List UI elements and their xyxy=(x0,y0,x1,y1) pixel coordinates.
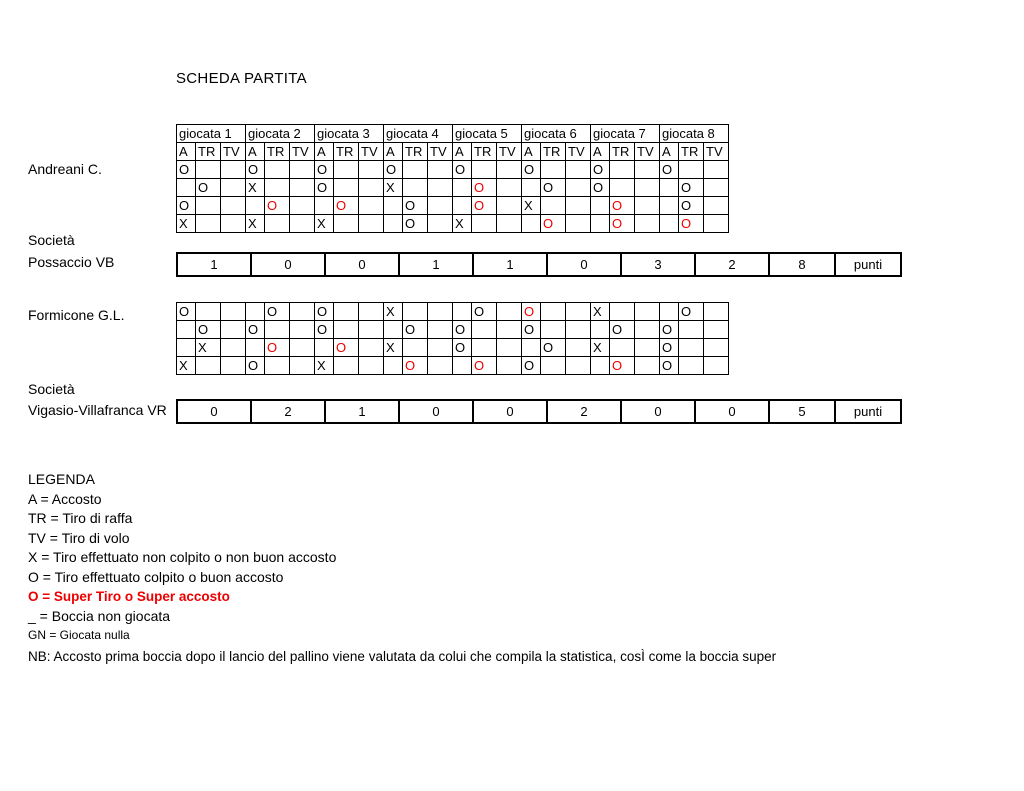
grid-cell[interactable] xyxy=(290,339,315,357)
score-cell-3: 0 xyxy=(325,253,399,276)
grid-cell[interactable] xyxy=(428,357,453,375)
grid-cell[interactable]: O xyxy=(472,303,497,321)
grid-cell[interactable]: O xyxy=(334,339,359,357)
legend-line-tr: TR = Tiro di raffa xyxy=(28,510,133,526)
grid-cell[interactable]: O xyxy=(246,321,265,339)
player-1-society-label: Società xyxy=(28,232,75,248)
grid-cell[interactable] xyxy=(704,339,729,357)
score-cell-7: 0 xyxy=(621,400,695,423)
grid-cell[interactable] xyxy=(704,303,729,321)
sub-header-a: A xyxy=(591,143,610,161)
score-punti-label: punti xyxy=(835,400,901,423)
grid-cell[interactable] xyxy=(359,303,384,321)
legend-line-super: O = Super Tiro o Super accosto xyxy=(28,589,230,604)
table-row xyxy=(177,215,729,233)
grid-cell[interactable] xyxy=(265,179,290,197)
grid-cell[interactable] xyxy=(591,215,610,233)
grid-cell[interactable] xyxy=(541,161,566,179)
grid-cell[interactable] xyxy=(635,357,660,375)
grid-cell[interactable]: X xyxy=(177,357,196,375)
table-row xyxy=(177,339,729,357)
table-row xyxy=(177,400,901,423)
grid-cell[interactable] xyxy=(566,179,591,197)
grid-cell[interactable] xyxy=(428,179,453,197)
grid-cell[interactable] xyxy=(265,321,290,339)
grid-cell[interactable] xyxy=(359,321,384,339)
grid-cell[interactable] xyxy=(635,197,660,215)
grid-cell[interactable]: O xyxy=(679,197,704,215)
grid-cell[interactable]: O xyxy=(265,197,290,215)
grid-cell[interactable]: O xyxy=(522,161,541,179)
grid-cell[interactable]: O xyxy=(591,179,610,197)
grid-cell[interactable] xyxy=(334,357,359,375)
grid-cell[interactable] xyxy=(635,161,660,179)
score-cell-6: 0 xyxy=(547,253,621,276)
grid-cell[interactable] xyxy=(384,321,403,339)
grid-cell[interactable] xyxy=(566,321,591,339)
player-2-grid-wrapper xyxy=(176,302,729,375)
sub-header-tv: TV xyxy=(359,143,384,161)
grid-cell[interactable] xyxy=(221,339,246,357)
grid-cell[interactable] xyxy=(428,339,453,357)
legend-line-tv: TV = Tiro di volo xyxy=(28,529,130,546)
grid-cell[interactable] xyxy=(541,303,566,321)
sub-header-tv: TV xyxy=(221,143,246,161)
grid-cell[interactable] xyxy=(635,303,660,321)
grid-cell[interactable] xyxy=(359,215,384,233)
score-total: 5 xyxy=(769,400,835,423)
grid-cell[interactable] xyxy=(635,321,660,339)
game-header-2: giocata 2 xyxy=(246,125,315,143)
grid-cell[interactable] xyxy=(428,197,453,215)
grid-cell[interactable] xyxy=(315,197,334,215)
sub-header-tr: TR xyxy=(334,143,359,161)
legend-line-x: X = Tiro effettuato non colpito o non buon accosto xyxy=(28,549,337,565)
grid-cell[interactable] xyxy=(428,321,453,339)
game-header-4: giocata 4 xyxy=(384,125,453,143)
grid-cell[interactable] xyxy=(566,303,591,321)
sub-header-a: A xyxy=(522,143,541,161)
legend-line-o: O = Tiro effettuato colpito o buon accosto xyxy=(28,568,284,585)
grid-cell[interactable] xyxy=(359,197,384,215)
grid-cell[interactable]: X xyxy=(315,357,334,375)
legend xyxy=(28,470,776,666)
grid-cell[interactable]: X xyxy=(246,179,265,197)
grid-cell[interactable]: O xyxy=(196,321,221,339)
grid-cell[interactable] xyxy=(290,357,315,375)
table-row xyxy=(177,179,729,197)
table-row xyxy=(177,357,729,375)
grid-cell[interactable] xyxy=(472,161,497,179)
grid-cell[interactable] xyxy=(704,161,729,179)
grid-cell[interactable]: X xyxy=(453,215,472,233)
grid-cell[interactable] xyxy=(610,339,635,357)
game-header-7: giocata 7 xyxy=(591,125,660,143)
grid-cell[interactable] xyxy=(497,215,522,233)
grid-cell[interactable] xyxy=(428,215,453,233)
grid-cell[interactable] xyxy=(660,197,679,215)
grid-cell[interactable] xyxy=(679,339,704,357)
grid-cell[interactable] xyxy=(635,215,660,233)
grid-cell[interactable] xyxy=(290,161,315,179)
table-row xyxy=(177,197,729,215)
grid-cell[interactable]: O xyxy=(265,339,290,357)
grid-cell[interactable]: X xyxy=(591,303,610,321)
grid-cell[interactable] xyxy=(403,339,428,357)
grid-cell[interactable] xyxy=(246,303,265,321)
game-header-5: giocata 5 xyxy=(453,125,522,143)
score-cell-7: 3 xyxy=(621,253,695,276)
grid-cell[interactable]: O xyxy=(679,179,704,197)
sub-header-tr: TR xyxy=(541,143,566,161)
grid-cell[interactable]: O xyxy=(541,339,566,357)
grid-cell[interactable] xyxy=(196,197,221,215)
grid-cell[interactable] xyxy=(265,215,290,233)
player-1-score-wrapper xyxy=(176,252,902,277)
score-cell-3: 1 xyxy=(325,400,399,423)
grid-cell[interactable] xyxy=(384,215,403,233)
grid-cell[interactable]: O xyxy=(472,179,497,197)
player-2-score-strip xyxy=(176,399,902,424)
table-row xyxy=(177,161,729,179)
grid-cell[interactable]: O xyxy=(522,357,541,375)
grid-cell[interactable] xyxy=(453,357,472,375)
sub-header-a: A xyxy=(453,143,472,161)
grid-cell[interactable]: O xyxy=(315,303,334,321)
grid-cell[interactable] xyxy=(679,357,704,375)
score-cell-4: 1 xyxy=(399,253,473,276)
grid-cell[interactable] xyxy=(334,215,359,233)
grid-cell[interactable]: O xyxy=(660,321,679,339)
legend-note-nb: NB: Accosto prima boccia dopo il lancio del pallino viene valutata da colui che compila la statistica, cosÌ come la boccia super xyxy=(28,648,777,664)
grid-cell[interactable] xyxy=(704,357,729,375)
grid-cell[interactable] xyxy=(453,303,472,321)
grid-cell[interactable] xyxy=(453,179,472,197)
grid-cell[interactable]: X xyxy=(591,339,610,357)
player-1-society: Possaccio VB xyxy=(28,254,115,270)
grid-cell[interactable]: O xyxy=(196,179,221,197)
page-title: SCHEDA PARTITA xyxy=(176,70,307,87)
grid-cell[interactable] xyxy=(334,303,359,321)
grid-cell[interactable]: O xyxy=(660,339,679,357)
grid-cell[interactable] xyxy=(428,161,453,179)
grid-cell[interactable] xyxy=(610,303,635,321)
grid-cell[interactable] xyxy=(221,197,246,215)
sub-header-tv: TV xyxy=(428,143,453,161)
grid-cell[interactable]: O xyxy=(265,303,290,321)
grid-cell[interactable] xyxy=(453,197,472,215)
grid-cell[interactable]: O xyxy=(660,161,679,179)
grid-cell[interactable] xyxy=(359,339,384,357)
grid-cell[interactable]: O xyxy=(403,321,428,339)
grid-cell[interactable] xyxy=(384,197,403,215)
player-1-score-strip xyxy=(176,252,902,277)
grid-cell[interactable] xyxy=(196,303,221,321)
grid-cell[interactable] xyxy=(177,179,196,197)
sub-header-tr: TR xyxy=(196,143,221,161)
grid-cell[interactable] xyxy=(290,179,315,197)
grid-cell[interactable]: O xyxy=(177,303,196,321)
grid-cell[interactable] xyxy=(359,357,384,375)
grid-cell[interactable] xyxy=(591,321,610,339)
sub-header-a: A xyxy=(384,143,403,161)
grid-cell[interactable] xyxy=(591,357,610,375)
grid-cell[interactable]: X xyxy=(384,179,403,197)
grid-cell[interactable] xyxy=(679,161,704,179)
grid-cell[interactable]: X xyxy=(384,303,403,321)
grid-cell[interactable] xyxy=(497,357,522,375)
legend-line-not-played: _ = Boccia non giocata xyxy=(28,607,171,624)
grid-cell[interactable] xyxy=(660,215,679,233)
grid-cell[interactable] xyxy=(472,321,497,339)
grid-cell[interactable]: O xyxy=(541,215,566,233)
grid-cell[interactable] xyxy=(334,179,359,197)
legend-line-gn: GN = Giocata nulla xyxy=(28,628,130,642)
grid-cell[interactable]: O xyxy=(315,179,334,197)
grid-cell[interactable] xyxy=(541,357,566,375)
sub-header-a: A xyxy=(177,143,196,161)
grid-cell[interactable]: O xyxy=(177,197,196,215)
score-cell-5: 1 xyxy=(473,253,547,276)
grid-cell[interactable] xyxy=(566,197,591,215)
sub-header-tr: TR xyxy=(610,143,635,161)
grid-cell[interactable] xyxy=(315,339,334,357)
grid-cell[interactable] xyxy=(246,197,265,215)
player-1-game-header-row xyxy=(177,125,729,143)
grid-cell[interactable] xyxy=(265,161,290,179)
grid-cell[interactable]: O xyxy=(679,215,704,233)
grid-cell[interactable]: X xyxy=(196,339,221,357)
score-cell-2: 2 xyxy=(251,400,325,423)
grid-cell[interactable] xyxy=(679,321,704,339)
grid-cell[interactable]: O xyxy=(541,179,566,197)
score-cell-2: 0 xyxy=(251,253,325,276)
grid-cell[interactable] xyxy=(591,197,610,215)
grid-cell[interactable]: O xyxy=(679,303,704,321)
grid-cell[interactable] xyxy=(290,215,315,233)
sub-header-a: A xyxy=(315,143,334,161)
table-row xyxy=(177,253,901,276)
score-cell-8: 2 xyxy=(695,253,769,276)
grid-cell[interactable] xyxy=(265,357,290,375)
grid-cell[interactable]: O xyxy=(610,357,635,375)
grid-cell[interactable]: X xyxy=(177,215,196,233)
grid-cell[interactable]: O xyxy=(334,197,359,215)
grid-cell[interactable]: X xyxy=(315,215,334,233)
player-1-grid-wrapper xyxy=(176,124,729,233)
grid-cell[interactable] xyxy=(660,179,679,197)
score-total: 8 xyxy=(769,253,835,276)
grid-cell[interactable] xyxy=(334,321,359,339)
grid-cell[interactable]: O xyxy=(403,357,428,375)
grid-cell[interactable] xyxy=(177,321,196,339)
grid-cell[interactable] xyxy=(635,339,660,357)
grid-cell[interactable]: O xyxy=(453,321,472,339)
grid-cell[interactable] xyxy=(704,321,729,339)
sub-header-tv: TV xyxy=(290,143,315,161)
grid-cell[interactable] xyxy=(196,215,221,233)
grid-cell[interactable] xyxy=(566,357,591,375)
grid-cell[interactable]: O xyxy=(384,161,403,179)
grid-cell[interactable] xyxy=(566,161,591,179)
grid-cell[interactable] xyxy=(196,357,221,375)
grid-cell[interactable] xyxy=(403,303,428,321)
grid-cell[interactable]: O xyxy=(246,161,265,179)
score-cell-1: 1 xyxy=(177,253,251,276)
player-1-grid-body xyxy=(177,161,729,233)
score-cell-4: 0 xyxy=(399,400,473,423)
sub-header-tv: TV xyxy=(566,143,591,161)
grid-cell[interactable] xyxy=(359,161,384,179)
legend-title: LEGENDA xyxy=(28,471,95,487)
grid-cell[interactable] xyxy=(221,161,246,179)
grid-cell[interactable] xyxy=(497,321,522,339)
grid-cell[interactable] xyxy=(221,179,246,197)
game-header-8: giocata 8 xyxy=(660,125,729,143)
grid-cell[interactable] xyxy=(472,339,497,357)
sub-header-tv: TV xyxy=(635,143,660,161)
grid-cell[interactable]: O xyxy=(660,357,679,375)
grid-cell[interactable] xyxy=(660,303,679,321)
grid-cell[interactable] xyxy=(522,179,541,197)
grid-cell[interactable] xyxy=(221,215,246,233)
grid-cell[interactable]: O xyxy=(610,321,635,339)
grid-cell[interactable] xyxy=(541,321,566,339)
player-2-grid-body xyxy=(177,303,729,375)
grid-cell[interactable] xyxy=(403,179,428,197)
sub-header-tr: TR xyxy=(679,143,704,161)
grid-cell[interactable]: O xyxy=(453,161,472,179)
grid-cell[interactable]: O xyxy=(315,161,334,179)
score-cell-1: 0 xyxy=(177,400,251,423)
player-2-score-wrapper xyxy=(176,399,902,424)
grid-cell[interactable] xyxy=(610,161,635,179)
grid-cell[interactable] xyxy=(221,321,246,339)
score-punti-label: punti xyxy=(835,253,901,276)
game-header-6: giocata 6 xyxy=(522,125,591,143)
grid-cell[interactable] xyxy=(384,357,403,375)
grid-cell[interactable] xyxy=(334,161,359,179)
grid-cell[interactable]: X xyxy=(384,339,403,357)
player-2-society-label: Società xyxy=(28,381,75,397)
grid-cell[interactable]: O xyxy=(522,321,541,339)
score-cell-6: 2 xyxy=(547,400,621,423)
grid-cell[interactable]: O xyxy=(177,161,196,179)
grid-cell[interactable]: X xyxy=(522,197,541,215)
grid-cell[interactable] xyxy=(635,179,660,197)
grid-cell[interactable] xyxy=(472,215,497,233)
grid-cell[interactable]: O xyxy=(522,303,541,321)
grid-cell[interactable] xyxy=(522,215,541,233)
grid-cell[interactable]: O xyxy=(472,197,497,215)
grid-cell[interactable] xyxy=(566,339,591,357)
player-1-grid xyxy=(176,124,729,233)
grid-cell[interactable] xyxy=(428,303,453,321)
grid-cell[interactable] xyxy=(497,303,522,321)
table-row xyxy=(177,303,729,321)
grid-cell[interactable] xyxy=(497,179,522,197)
sub-header-tr: TR xyxy=(403,143,428,161)
grid-cell[interactable]: O xyxy=(610,197,635,215)
grid-cell[interactable] xyxy=(566,215,591,233)
grid-cell[interactable] xyxy=(290,321,315,339)
grid-cell[interactable] xyxy=(196,161,221,179)
grid-cell[interactable] xyxy=(522,339,541,357)
legend-line-a: A = Accosto xyxy=(28,490,102,507)
sub-header-a: A xyxy=(246,143,265,161)
grid-cell[interactable]: O xyxy=(246,357,265,375)
table-row xyxy=(177,321,729,339)
grid-cell[interactable] xyxy=(610,179,635,197)
grid-cell[interactable] xyxy=(497,161,522,179)
grid-cell[interactable] xyxy=(704,179,729,197)
grid-cell[interactable]: X xyxy=(246,215,265,233)
grid-cell[interactable]: O xyxy=(453,339,472,357)
grid-cell[interactable]: O xyxy=(403,197,428,215)
player-2-grid xyxy=(176,302,729,375)
player-1-name: Andreani C. xyxy=(28,161,102,177)
grid-cell[interactable] xyxy=(290,303,315,321)
game-header-3: giocata 3 xyxy=(315,125,384,143)
grid-cell[interactable] xyxy=(704,197,729,215)
grid-cell[interactable] xyxy=(359,179,384,197)
grid-cell[interactable]: O xyxy=(591,161,610,179)
grid-cell[interactable]: O xyxy=(472,357,497,375)
grid-cell[interactable] xyxy=(290,197,315,215)
score-cell-5: 0 xyxy=(473,400,547,423)
score-cell-8: 0 xyxy=(695,400,769,423)
sub-header-tv: TV xyxy=(704,143,729,161)
sub-header-tr: TR xyxy=(472,143,497,161)
sub-header-tr: TR xyxy=(265,143,290,161)
player-2-name: Formicone G.L. xyxy=(28,307,125,323)
player-2-society: Vigasio-Villafranca VR xyxy=(28,402,167,418)
grid-cell[interactable] xyxy=(497,339,522,357)
grid-cell[interactable] xyxy=(403,161,428,179)
sub-header-a: A xyxy=(660,143,679,161)
grid-cell[interactable] xyxy=(221,303,246,321)
grid-cell[interactable] xyxy=(541,197,566,215)
grid-cell[interactable]: O xyxy=(315,321,334,339)
grid-cell[interactable] xyxy=(497,197,522,215)
grid-cell[interactable]: O xyxy=(610,215,635,233)
game-header-1: giocata 1 xyxy=(177,125,246,143)
sub-header-tv: TV xyxy=(497,143,522,161)
grid-cell[interactable] xyxy=(177,339,196,357)
player-1-sub-header-row xyxy=(177,143,729,161)
grid-cell[interactable] xyxy=(704,215,729,233)
grid-cell[interactable] xyxy=(246,339,265,357)
grid-cell[interactable] xyxy=(221,357,246,375)
grid-cell[interactable]: O xyxy=(403,215,428,233)
